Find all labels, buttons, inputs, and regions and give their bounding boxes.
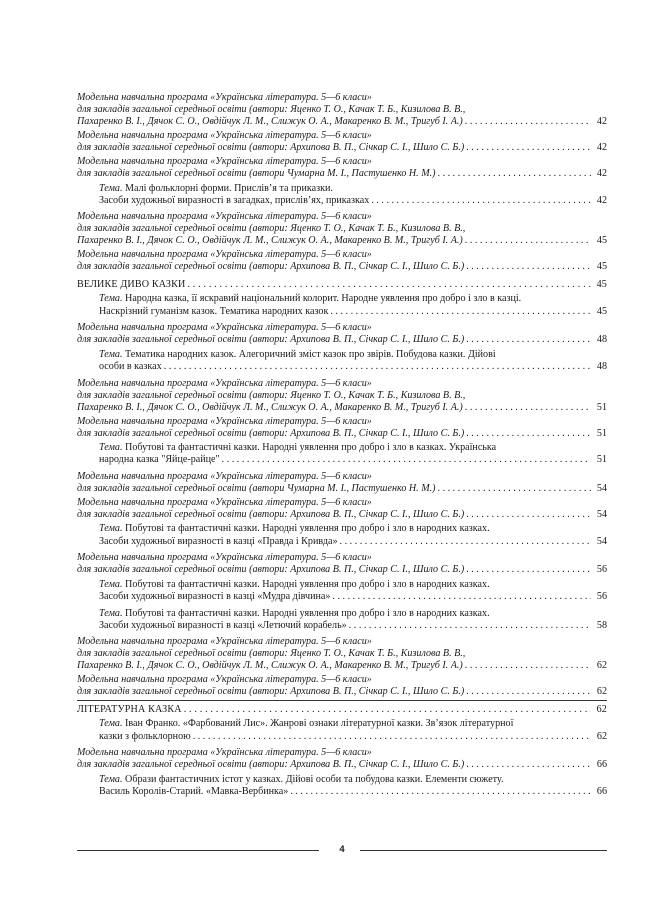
toc-line [77,564,607,576]
toc-line [77,660,607,672]
toc-line-text: для закладів загальної середньої освіти (автори: Яценко Т. О., Качак Т. Б., Кизилова В. В., [77,223,466,235]
section-divider [77,700,607,701]
toc-page-number: 51 [596,427,607,439]
toc-entry-program [77,471,607,495]
toc-line-text: для закладів загальної середньої освіти (автори: Архипова В. П., Січкар С. І., Шило С. Б.) [77,686,465,698]
toc-entry-program [77,130,607,154]
toc-line [77,704,607,716]
dot-leader [330,306,591,318]
toc-line-text: для закладів загальної середньої освіти (автори Чумарна М. І., Пастушенко Н. М.) [77,482,436,494]
toc-line-text: Наскрізний гуманізм казок. Тематика народних казок [99,305,329,317]
toc-line [77,92,607,104]
toc-page-number: 45 [596,305,607,317]
toc-line [77,156,607,168]
topic-label: Тема. [99,718,123,730]
toc-line [99,349,607,361]
toc-line [77,334,607,346]
toc-line-text: для закладів загальної середньої освіти (автори: Архипова В. П., Січкар С. І., Шило С. Б.) [77,261,465,273]
toc-line [99,731,607,743]
toc-line [99,293,607,305]
topic-label: Тема. [99,293,123,305]
toc-line [77,104,607,116]
dot-leader [371,195,591,207]
toc-entry-section [77,704,607,716]
toc-entry-program [77,156,607,180]
topic-label: Тема. [99,523,123,535]
toc-line-text: Модельна навчальна програма «Українська література. 5—6 класи» [77,129,372,141]
toc-entry-program [77,636,607,672]
dot-leader [349,620,591,632]
toc-line [77,279,607,291]
toc-line [77,142,607,154]
toc-line [77,249,607,261]
toc-entry-program [77,249,607,273]
toc-line-text: Тема. Побутові та фантастичні казки. Народні уявлення про добро і зло в казках. Українська [99,442,497,454]
toc-line-text: Модельна навчальна програма «Українська література. 5—6 класи» [77,322,372,334]
toc-line [99,523,607,535]
toc-line [77,509,607,521]
topic-label: Тема. [99,607,123,619]
toc-page-number: 45 [596,235,607,247]
toc-line [77,116,607,128]
toc-entry-program [77,416,607,440]
toc-line-text: Тема. Побутові та фантастичні казки. Народні уявлення про добро і зло в народних казках. [99,607,490,619]
dot-leader [193,731,591,743]
toc-entry-program [77,322,607,346]
toc-line [77,261,607,273]
table-of-contents [77,92,607,803]
dot-leader [466,509,591,521]
toc-line [99,442,607,454]
toc-line [77,497,607,509]
toc-line-text: Василь Королів-Старий. «Мавка-Вербинка» [99,785,289,797]
toc-line-text: Модельна навчальна програма «Українська література. 5—6 класи» [77,552,372,564]
toc-page-number: 54 [596,508,607,520]
toc-line [77,223,607,235]
toc-entry-program [77,378,607,414]
toc-entry-topic [77,183,607,207]
toc-entry-program [77,674,607,698]
toc-line-text: для закладів загальної середньої освіти (автори: Архипова В. П., Січкар С. І., Шило С. Б.) [77,427,465,439]
toc-line-text: ВЕЛИКЕ ДИВО КАЗКИ [77,278,186,290]
toc-line-text: для закладів загальної середньої освіти (автори: Яценко Т. О., Качак Т. Б., Кизилова В. В., [77,389,466,401]
dot-leader [466,428,591,440]
toc-line-text: особи в казках [99,360,162,372]
toc-entry-topic [77,442,607,466]
toc-line [99,579,607,591]
toc-line [99,536,607,548]
toc-line-text: Модельна навчальна програма «Українська література. 5—6 класи» [77,674,372,686]
toc-line-text: Модельна навчальна програма «Українська література. 5—6 класи» [77,470,372,482]
toc-entry-topic [77,523,607,547]
toc-line [77,747,607,759]
toc-line [77,211,607,223]
topic-label: Тема. [99,578,123,590]
toc-line-text: Пахаренко В. І., Дячок С. О., Овдійчук Л. М., Слижук О. А., Макаренко В. М., Тригуб І. А.) [77,116,463,128]
dot-leader [184,704,591,716]
toc-line [77,636,607,648]
page-number: 4 [339,844,345,855]
toc-page-number: 42 [596,142,607,154]
toc-line-text: Тема. Побутові та фантастичні казки. Народні уявлення про добро і зло в народних казках. [99,578,490,590]
toc-line [77,235,607,247]
toc-entry-topic [77,293,607,317]
dot-leader [438,483,591,495]
toc-line-text: Модельна навчальна програма «Українська література. 5—6 класи» [77,92,372,103]
toc-entry-program [77,552,607,576]
toc-line-text: Модельна навчальна програма «Українська література. 5—6 класи» [77,415,372,427]
toc-line-text: Засоби художньої виразності в казці «Мудра дівчина» [99,590,331,602]
toc-page-number: 51 [596,401,607,413]
toc-line [77,686,607,698]
toc-line [99,786,607,798]
topic-label: Тема. [99,182,123,194]
toc-entry-program [77,211,607,247]
toc-page-number: 62 [596,660,607,672]
toc-line-text: Пахаренко В. І., Дячок С. О., Овдійчук Л. М., Слижук О. А., Макаренко В. М., Тригуб І. А.) [77,235,463,247]
toc-line [77,168,607,180]
toc-page-number: 54 [596,482,607,494]
toc-line-text: Модельна навчальна програма «Українська література. 5—6 класи» [77,211,372,223]
toc-line-text: Пахаренко В. І., Дячок С. О., Овдійчук Л. М., Слижук О. А., Макаренко В. М., Тригуб І. А.) [77,660,463,672]
toc-line-text: для закладів загальної середньої освіти (автори: Архипова В. П., Січкар С. І., Шило С. Б.) [77,564,465,576]
toc-line-text: казки з фольклорною [99,730,191,742]
toc-line-text: Тема. Тематика народних казок. Алегоричний зміст казок про звірів. Побудова казки. Дійові [99,348,496,360]
dot-leader [438,168,591,180]
toc-line [99,591,607,603]
toc-line-text: для закладів загальної середньої освіти (автори: Архипова В. П., Січкар С. І., Шило С. Б.) [77,334,465,346]
toc-line-text: Тема. Образи фантастичних істот у казках. Дійові особи та побудова казки. Елементи сюжету. [99,773,504,785]
toc-line-text: Модельна навчальна програма «Українська література. 5—6 класи» [77,155,372,167]
toc-page-number: 66 [596,785,607,797]
toc-page-number: 45 [596,261,607,273]
toc-line [99,454,607,466]
dot-leader [465,235,591,247]
toc-entry-topic [77,349,607,373]
dot-leader [187,279,591,291]
toc-line-text: Тема. Іван Франко. «Фарбований Лис». Жанрові ознаки літературної казки. Зв’язок літературної [99,718,514,730]
toc-line-text: Тема. Побутові та фантастичні казки. Народні уявлення про добро і зло в народних казках. [99,523,490,535]
dot-leader [465,660,591,672]
toc-line [77,674,607,686]
toc-entry-program [77,92,607,128]
toc-page-number: 56 [596,590,607,602]
toc-line [77,552,607,564]
dot-leader [340,536,591,548]
dot-leader [222,454,591,466]
toc-line [99,195,607,207]
toc-line [77,322,607,334]
toc-entry-program [77,497,607,521]
topic-label: Тема. [99,442,123,454]
toc-page-number: 48 [596,334,607,346]
toc-line [77,759,607,771]
dot-leader [466,334,591,346]
dot-leader [465,402,591,414]
toc-line [77,402,607,414]
toc-line-text: для закладів загальної середньої освіти (автори: Архипова В. П., Січкар С. І., Шило С. Б.) [77,142,465,154]
footer-rule-right [360,850,607,851]
dot-leader [466,686,591,698]
toc-line [77,130,607,142]
dot-leader [466,261,591,273]
toc-line [77,416,607,428]
toc-line-text: Пахаренко В. І., Дячок С. О., Овдійчук Л. М., Слижук О. А., Макаренко В. М., Тригуб І. А.) [77,401,463,413]
toc-line-text: Засоби художньої виразності в казці «Летючий корабель» [99,619,347,631]
dot-leader [465,116,591,128]
toc-entry-topic [77,579,607,603]
toc-line [99,718,607,730]
toc-line [99,306,607,318]
toc-page-number: 66 [596,759,607,771]
topic-label: Тема. [99,773,123,785]
toc-line [99,620,607,632]
toc-line-text: для закладів загальної середньої освіти (автори: Яценко Т. О., Качак Т. Б., Кизилова В. В., [77,104,466,116]
toc-line-text: народна казка "Яйце-райце" [99,454,220,466]
toc-page-number: 42 [596,167,607,179]
toc-line [99,361,607,373]
toc-line [99,608,607,620]
toc-entry-topic [77,608,607,632]
toc-line-text: Засоби художньої виразності в загадках, прислів’ях, приказках [99,194,370,206]
toc-entry-topic [77,774,607,798]
dot-leader [466,142,591,154]
toc-line-text: Тема. Народна казка, її яскравий національний колорит. Народне уявлення про добро і зло в казці. [99,293,522,305]
toc-page-number: 62 [596,730,607,742]
toc-line [77,648,607,660]
toc-line [77,428,607,440]
toc-line [99,183,607,195]
toc-line-text: ЛІТЕРАТУРНА КАЗКА [77,703,182,715]
toc-entry-section [77,279,607,291]
dot-leader [466,564,591,576]
dot-leader [164,361,591,373]
dot-leader [466,759,591,771]
toc-line-text: Модельна навчальна програма «Українська література. 5—6 класи» [77,496,372,508]
toc-line-text: Модельна навчальна програма «Українська література. 5—6 класи» [77,249,372,261]
toc-page-number: 42 [596,116,607,128]
dot-leader [332,591,591,603]
toc-line [77,390,607,402]
toc-line-text: Тема. Малі фольклорні форми. Прислів’я та приказки. [99,182,333,194]
toc-page-number: 42 [596,194,607,206]
dot-leader [290,786,591,798]
toc-page-number: 45 [596,278,607,290]
toc-page-number: 54 [596,535,607,547]
toc-line-text: для закладів загальної середньої освіти (автори: Архипова В. П., Січкар С. І., Шило С. Б.) [77,508,465,520]
toc-page-number: 56 [596,564,607,576]
toc-page-number: 51 [596,454,607,466]
toc-line-text: для закладів загальної середньої освіти (автори: Яценко Т. О., Качак Т. Б., Кизилова В. В., [77,648,466,660]
toc-page-number: 48 [596,360,607,372]
toc-line [77,471,607,483]
footer-rule-left [77,850,319,851]
toc-line-text: Модельна навчальна програма «Українська література. 5—6 класи» [77,747,372,759]
toc-line [99,774,607,786]
toc-line-text: Модельна навчальна програма «Українська література. 5—6 класи» [77,377,372,389]
page-footer [77,844,607,856]
toc-entry-program [77,747,607,771]
toc-line [77,378,607,390]
toc-line-text: для закладів загальної середньої освіти (автори Чумарна М. І., Пастушенко Н. М.) [77,167,436,179]
toc-page-number: 62 [596,686,607,698]
toc-line-text: для закладів загальної середньої освіти (автори: Архипова В. П., Січкар С. І., Шило С. Б.) [77,759,465,771]
toc-page-number: 62 [596,703,607,715]
toc-line-text: Засоби художньої виразності в казці «Правда і Кривда» [99,535,338,547]
toc-page-number: 58 [596,619,607,631]
toc-line-text: Модельна навчальна програма «Українська література. 5—6 класи» [77,636,372,648]
toc-line [77,483,607,495]
toc-entry-topic [77,718,607,742]
topic-label: Тема. [99,348,123,360]
